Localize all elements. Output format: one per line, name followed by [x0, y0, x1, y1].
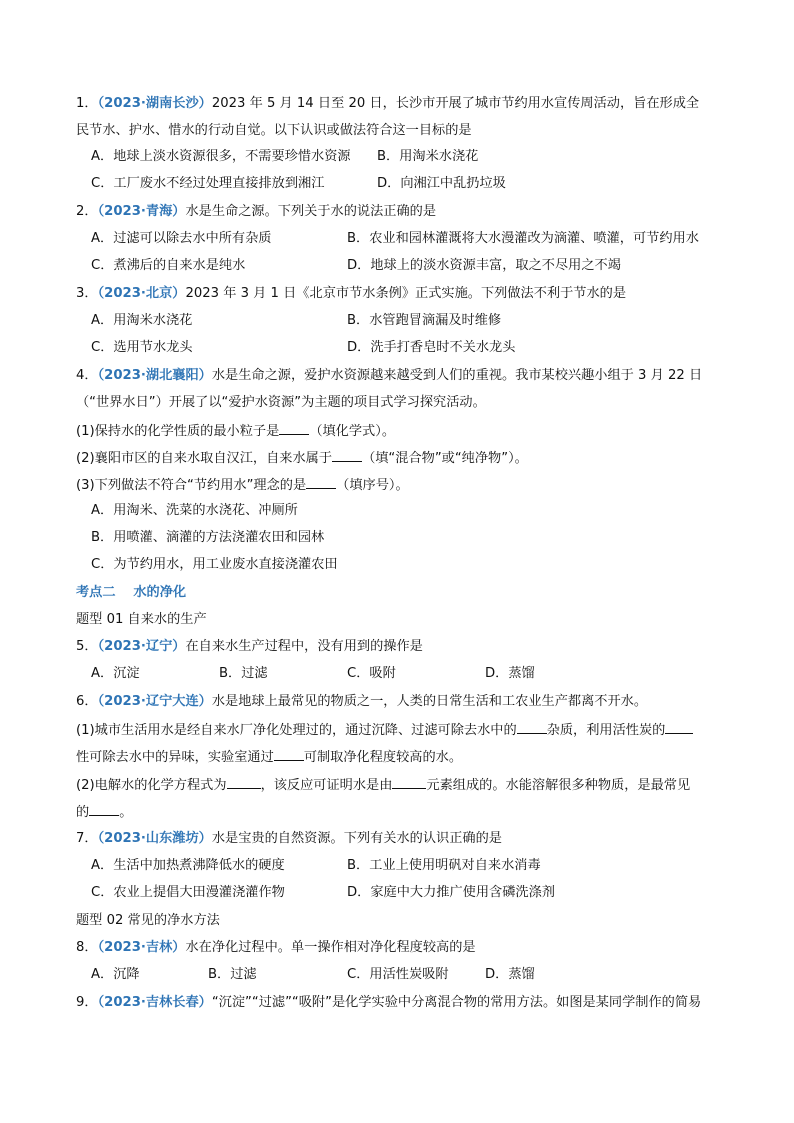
option-d: D．向湘江中乱扔垃圾 — [377, 176, 506, 191]
option-d: D．地球上的淡水资源丰富，取之不尽用之不竭 — [347, 258, 621, 273]
part-text: (2)电解水的化学方程式为 — [76, 778, 227, 793]
part-text: (3)下列做法不符合“节约用水”理念的是 — [76, 478, 307, 493]
question-text: “沉淀”“过滤”“吸附”是化学实验中分离混合物的常用方法。如图是某同学制作的简易 — [211, 995, 702, 1010]
question-source: （2023·山东潍坊） — [97, 831, 212, 846]
question-3-options-row1 — [91, 311, 501, 331]
question-1-options-row2 — [91, 174, 506, 194]
question-5-stem — [76, 637, 423, 657]
option-a: A．用淘米、洗菜的水浇花、冲厕所 — [91, 503, 298, 518]
question-text: 在自来水生产过程中，没有用到的操作是 — [185, 639, 423, 654]
part-text: 可制取净化程度较高的水。 — [303, 750, 463, 765]
question-source: （2023·青海） — [97, 204, 186, 219]
question-4-stem-cont: （“世界水日”）开展了以“爱护水资源”为主题的项目式学习探究活动。 — [76, 395, 486, 410]
question-source: （2023·吉林） — [97, 940, 186, 955]
question-8-options — [91, 965, 535, 985]
option-d: D．蒸馏 — [485, 967, 535, 982]
part-text: (1)城市生活用水是经自来水厂净化处理过的，通过沉降、过滤可除去水中的 — [76, 723, 517, 738]
answer-blank[interactable] — [332, 447, 362, 462]
question-6-part-1 — [76, 719, 693, 741]
answer-blank[interactable] — [517, 719, 547, 734]
option-c: C．煮沸后的自来水是纯水 — [91, 258, 246, 273]
answer-blank[interactable] — [279, 420, 309, 435]
part-text: （填“混合物”或“纯净物”）。 — [362, 451, 528, 466]
option-d: D．洗手打香皂时不关水龙头 — [347, 340, 516, 355]
option-c: C．为节约用水，用工业废水直接浇灌农田 — [91, 557, 338, 572]
question-7-options-row1 — [91, 856, 541, 876]
answer-blank[interactable] — [392, 774, 426, 789]
part-text: （填化学式）。 — [309, 424, 396, 439]
option-b: B．用淘米水浇花 — [377, 149, 479, 164]
question-7-options-row2 — [91, 883, 555, 903]
option-b: B．过滤 — [219, 666, 268, 681]
option-c: C．工厂废水不经过处理直接排放到湘江 — [91, 176, 325, 191]
question-source: （2023·吉林长春） — [97, 995, 212, 1010]
option-b: B．过滤 — [208, 967, 257, 982]
question-1-stem — [76, 94, 699, 114]
question-6-part-2-cont — [76, 801, 132, 823]
question-number: 7． — [76, 831, 98, 846]
question-2-options-row2 — [91, 256, 621, 276]
question-text: 水是生命之源，爱护水资源越来越受到人们的重视。我市某校兴趣小组于 3 月 22 日 — [211, 368, 703, 383]
question-5-options — [91, 664, 535, 684]
question-source: （2023·辽宁） — [97, 639, 186, 654]
question-text: 水在净化过程中。单一操作相对净化程度较高的是 — [185, 940, 476, 955]
option-b: B．水管跑冒滴漏及时维修 — [347, 313, 502, 328]
question-number: 4． — [76, 368, 98, 383]
question-6-stem — [76, 692, 647, 712]
question-6-part-2 — [76, 774, 690, 796]
part-text: 。 — [119, 805, 133, 820]
answer-blank[interactable] — [89, 801, 119, 816]
question-text: 水是宝贵的自然资源。下列有关水的认识正确的是 — [211, 831, 502, 846]
question-text: 2023 年 5 月 14 日至 20 日，长沙市开展了城市节约用水宣传周活动，旨在形成全 — [211, 96, 700, 111]
section-heading: 考点二 水的净化 — [76, 585, 187, 600]
question-source: （2023·湖北襄阳） — [97, 368, 212, 383]
question-4-part-1 — [76, 420, 395, 442]
question-text: 水是生命之源。下列关于水的说法正确的是 — [185, 204, 437, 219]
question-number: 5． — [76, 639, 98, 654]
answer-blank[interactable] — [665, 719, 693, 734]
option-d: D．家庭中大力推广使用含磷洗涤剂 — [347, 885, 555, 900]
question-type-heading: 题型 02 常见的净水方法 — [76, 913, 220, 928]
question-number: 1． — [76, 96, 98, 111]
option-a: A．用淘米水浇花 — [91, 313, 193, 328]
question-text: 2023 年 3 月 1 日《北京市节水条例》正式实施。下列做法不利于节水的是 — [185, 286, 627, 301]
answer-blank[interactable] — [306, 474, 336, 489]
question-6-part-1-cont — [76, 746, 462, 768]
question-1-stem-cont: 民节水、护水、惜水的行动自觉。以下认识或做法符合这一目标的是 — [76, 123, 472, 138]
option-b: B．用喷灌、滴灌的方法浇灌农田和园林 — [91, 530, 325, 545]
option-a: A．地球上淡水资源很多，不需要珍惜水资源 — [91, 149, 351, 164]
answer-blank[interactable] — [227, 774, 261, 789]
question-type-heading: 题型 01 自来水的生产 — [76, 612, 207, 627]
option-b: B．农业和园林灌溉将大水漫灌改为滴灌、喷灌，可节约用水 — [347, 231, 699, 246]
part-text: (2)襄阳市区的自来水取自汉江，自来水属于 — [76, 451, 333, 466]
option-c: C．用活性炭吸附 — [347, 967, 449, 982]
question-source: （2023·辽宁大连） — [97, 694, 212, 709]
question-number: 6． — [76, 694, 98, 709]
question-4-part-2 — [76, 447, 528, 469]
question-9-stem — [76, 993, 701, 1013]
option-a: A．沉降 — [91, 967, 140, 982]
question-number: 9． — [76, 995, 98, 1010]
question-4-stem — [76, 366, 702, 386]
part-text: 元素组成的。水能溶解很多种物质，是最常见 — [426, 778, 691, 793]
question-3-options-row2 — [91, 338, 515, 358]
question-8-stem — [76, 938, 476, 958]
option-c: C．农业上提倡大田漫灌浇灌作物 — [91, 885, 285, 900]
question-2-options-row1 — [91, 229, 699, 249]
option-b: B．工业上使用明矾对自来水消毒 — [347, 858, 541, 873]
question-3-stem — [76, 284, 626, 304]
part-text: (1)保持水的化学性质的最小粒子是 — [76, 424, 280, 439]
question-source: （2023·北京） — [97, 286, 186, 301]
question-2-stem — [76, 202, 436, 222]
question-7-stem — [76, 829, 502, 849]
option-a: A．沉淀 — [91, 666, 140, 681]
question-1-options-row1 — [91, 147, 478, 167]
question-number: 8． — [76, 940, 98, 955]
option-a: A．过滤可以除去水中所有杂质 — [91, 231, 272, 246]
part-text: 的 — [76, 805, 90, 820]
part-text: 杂质，利用活性炭的 — [546, 723, 666, 738]
question-number: 3． — [76, 286, 98, 301]
part-text: （填序号）。 — [336, 478, 409, 493]
question-text: 水是地球上最常见的物质之一，人类的日常生活和工农业生产都离不开水。 — [211, 694, 648, 709]
option-a: A．生活中加热煮沸降低水的硬度 — [91, 858, 285, 873]
option-d: D．蒸馏 — [485, 666, 535, 681]
option-c: C．选用节水龙头 — [91, 340, 193, 355]
question-4-part-3 — [76, 474, 409, 496]
question-number: 2． — [76, 204, 98, 219]
part-text: ，该反应可证明水是由 — [260, 778, 393, 793]
part-text: 性可除去水中的异味，实验室通过 — [76, 750, 274, 765]
option-c: C．吸附 — [347, 666, 396, 681]
answer-blank[interactable] — [274, 746, 304, 761]
question-source: （2023·湖南长沙） — [97, 96, 212, 111]
